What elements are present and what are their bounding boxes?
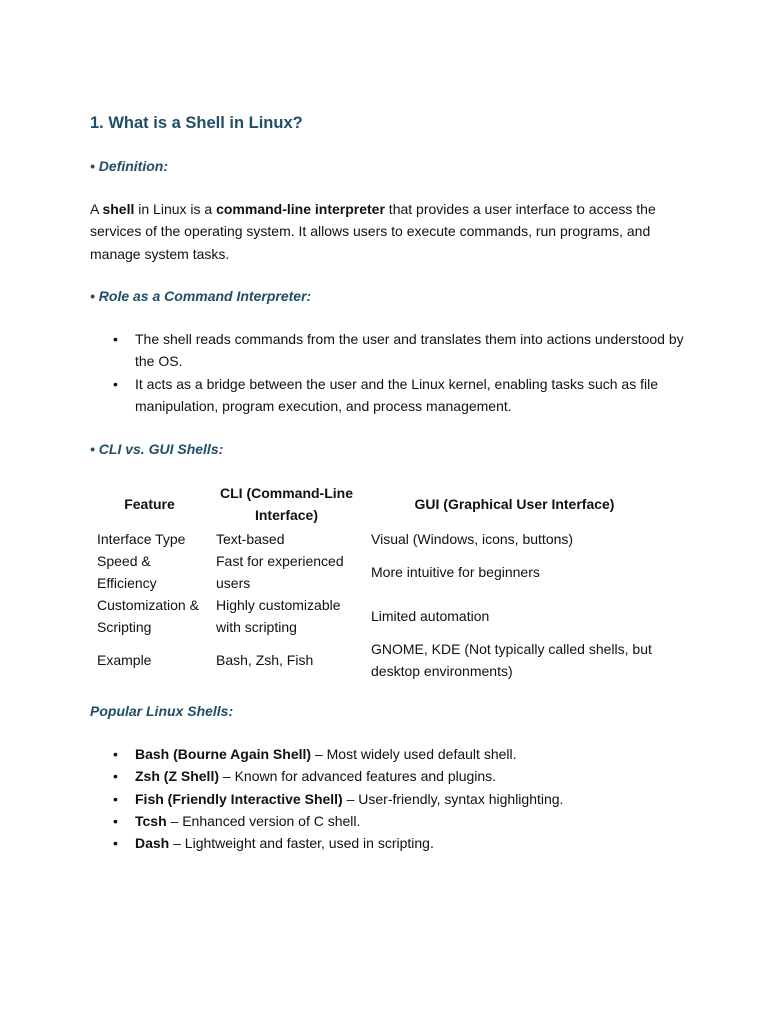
list-item bbox=[90, 832, 690, 854]
shell-description: – Lightweight and faster, used in scripting. bbox=[169, 835, 434, 852]
list-item bbox=[90, 765, 690, 787]
definition-text: in Linux is a bbox=[134, 201, 217, 217]
table-cell: Limited automation bbox=[371, 608, 490, 624]
shell-description: – User-friendly, syntax highlighting. bbox=[342, 790, 564, 807]
page-title: 1. What is a Shell in Linux? bbox=[90, 114, 303, 132]
bullet-icon: • bbox=[113, 835, 118, 852]
table-cell: GNOME, KDE (Not typically called shells, but desktop environments) bbox=[371, 641, 652, 679]
shell-name: Bash (Bourne Again Shell) bbox=[135, 746, 312, 762]
role-list bbox=[90, 328, 690, 417]
table-cell: More intuitive for beginners bbox=[371, 564, 540, 580]
table-row bbox=[90, 638, 665, 682]
definition-term-shell: shell bbox=[102, 201, 135, 217]
list-item bbox=[90, 373, 690, 418]
bullet-icon: • bbox=[113, 768, 118, 785]
table-cell: Example bbox=[97, 652, 152, 668]
bullet-icon: • bbox=[113, 812, 118, 829]
table-row bbox=[90, 550, 665, 594]
definition-text: A bbox=[90, 201, 103, 217]
shell-description: – Most widely used default shell. bbox=[311, 746, 517, 762]
table-cell: Visual (Windows, icons, buttons) bbox=[371, 531, 574, 547]
definition-term-cli: command-line interpreter bbox=[216, 201, 385, 217]
shell-name: Fish (Friendly Interactive Shell) bbox=[135, 790, 343, 807]
shell-description: – Known for advanced features and plugins. bbox=[219, 768, 497, 785]
list-item-text: It acts as a bridge between the user and the Linux kernel, enabling tasks such as file manipulation, program execution, and process management. bbox=[135, 375, 658, 414]
list-item bbox=[90, 810, 690, 832]
table-cell: Text-based bbox=[216, 531, 285, 547]
list-item bbox=[90, 743, 690, 765]
table-cell: Speed & Efficiency bbox=[97, 553, 157, 591]
bullet-icon: • bbox=[113, 746, 118, 762]
list-item-text: The shell reads commands from the user and translates them into actions understood by the OS. bbox=[135, 331, 684, 370]
column-header-feature: Feature bbox=[124, 496, 175, 512]
table-cell: Interface Type bbox=[97, 531, 186, 547]
comparison-heading: • CLI vs. GUI Shells: bbox=[90, 441, 224, 457]
shell-name: Tcsh bbox=[135, 812, 167, 829]
shell-description: – Enhanced version of C shell. bbox=[166, 812, 361, 829]
table-cell: Highly customizable with scripting bbox=[216, 597, 341, 635]
definition-heading: • Definition: bbox=[90, 158, 168, 174]
bullet-icon: • bbox=[113, 375, 118, 392]
popular-shells-list bbox=[90, 743, 690, 854]
table-row bbox=[90, 528, 665, 550]
table-row bbox=[90, 594, 665, 638]
table-cell: Fast for experienced users bbox=[216, 553, 344, 591]
table-cell: Customization & Scripting bbox=[97, 597, 199, 635]
bullet-icon: • bbox=[113, 790, 118, 807]
shell-name: Zsh (Z Shell) bbox=[135, 768, 219, 785]
list-item bbox=[90, 788, 690, 810]
popular-shells-heading: Popular Linux Shells: bbox=[90, 703, 234, 719]
bullet-icon: • bbox=[113, 331, 118, 347]
table-cell: Bash, Zsh, Fish bbox=[216, 652, 314, 668]
column-header-cli: CLI (Command-Line Interface) bbox=[220, 485, 353, 523]
comparison-table bbox=[90, 480, 665, 682]
list-item bbox=[90, 328, 690, 373]
role-heading: • Role as a Command Interpreter: bbox=[90, 288, 312, 304]
shell-name: Dash bbox=[135, 835, 170, 852]
table-header-row bbox=[90, 480, 665, 528]
definition-paragraph bbox=[90, 198, 690, 265]
definition-text: that provides a user interface to access the services of the operating system. It allows users to execute commands, run programs, and manage system tasks. bbox=[90, 201, 656, 262]
column-header-gui: GUI (Graphical User Interface) bbox=[414, 496, 615, 512]
